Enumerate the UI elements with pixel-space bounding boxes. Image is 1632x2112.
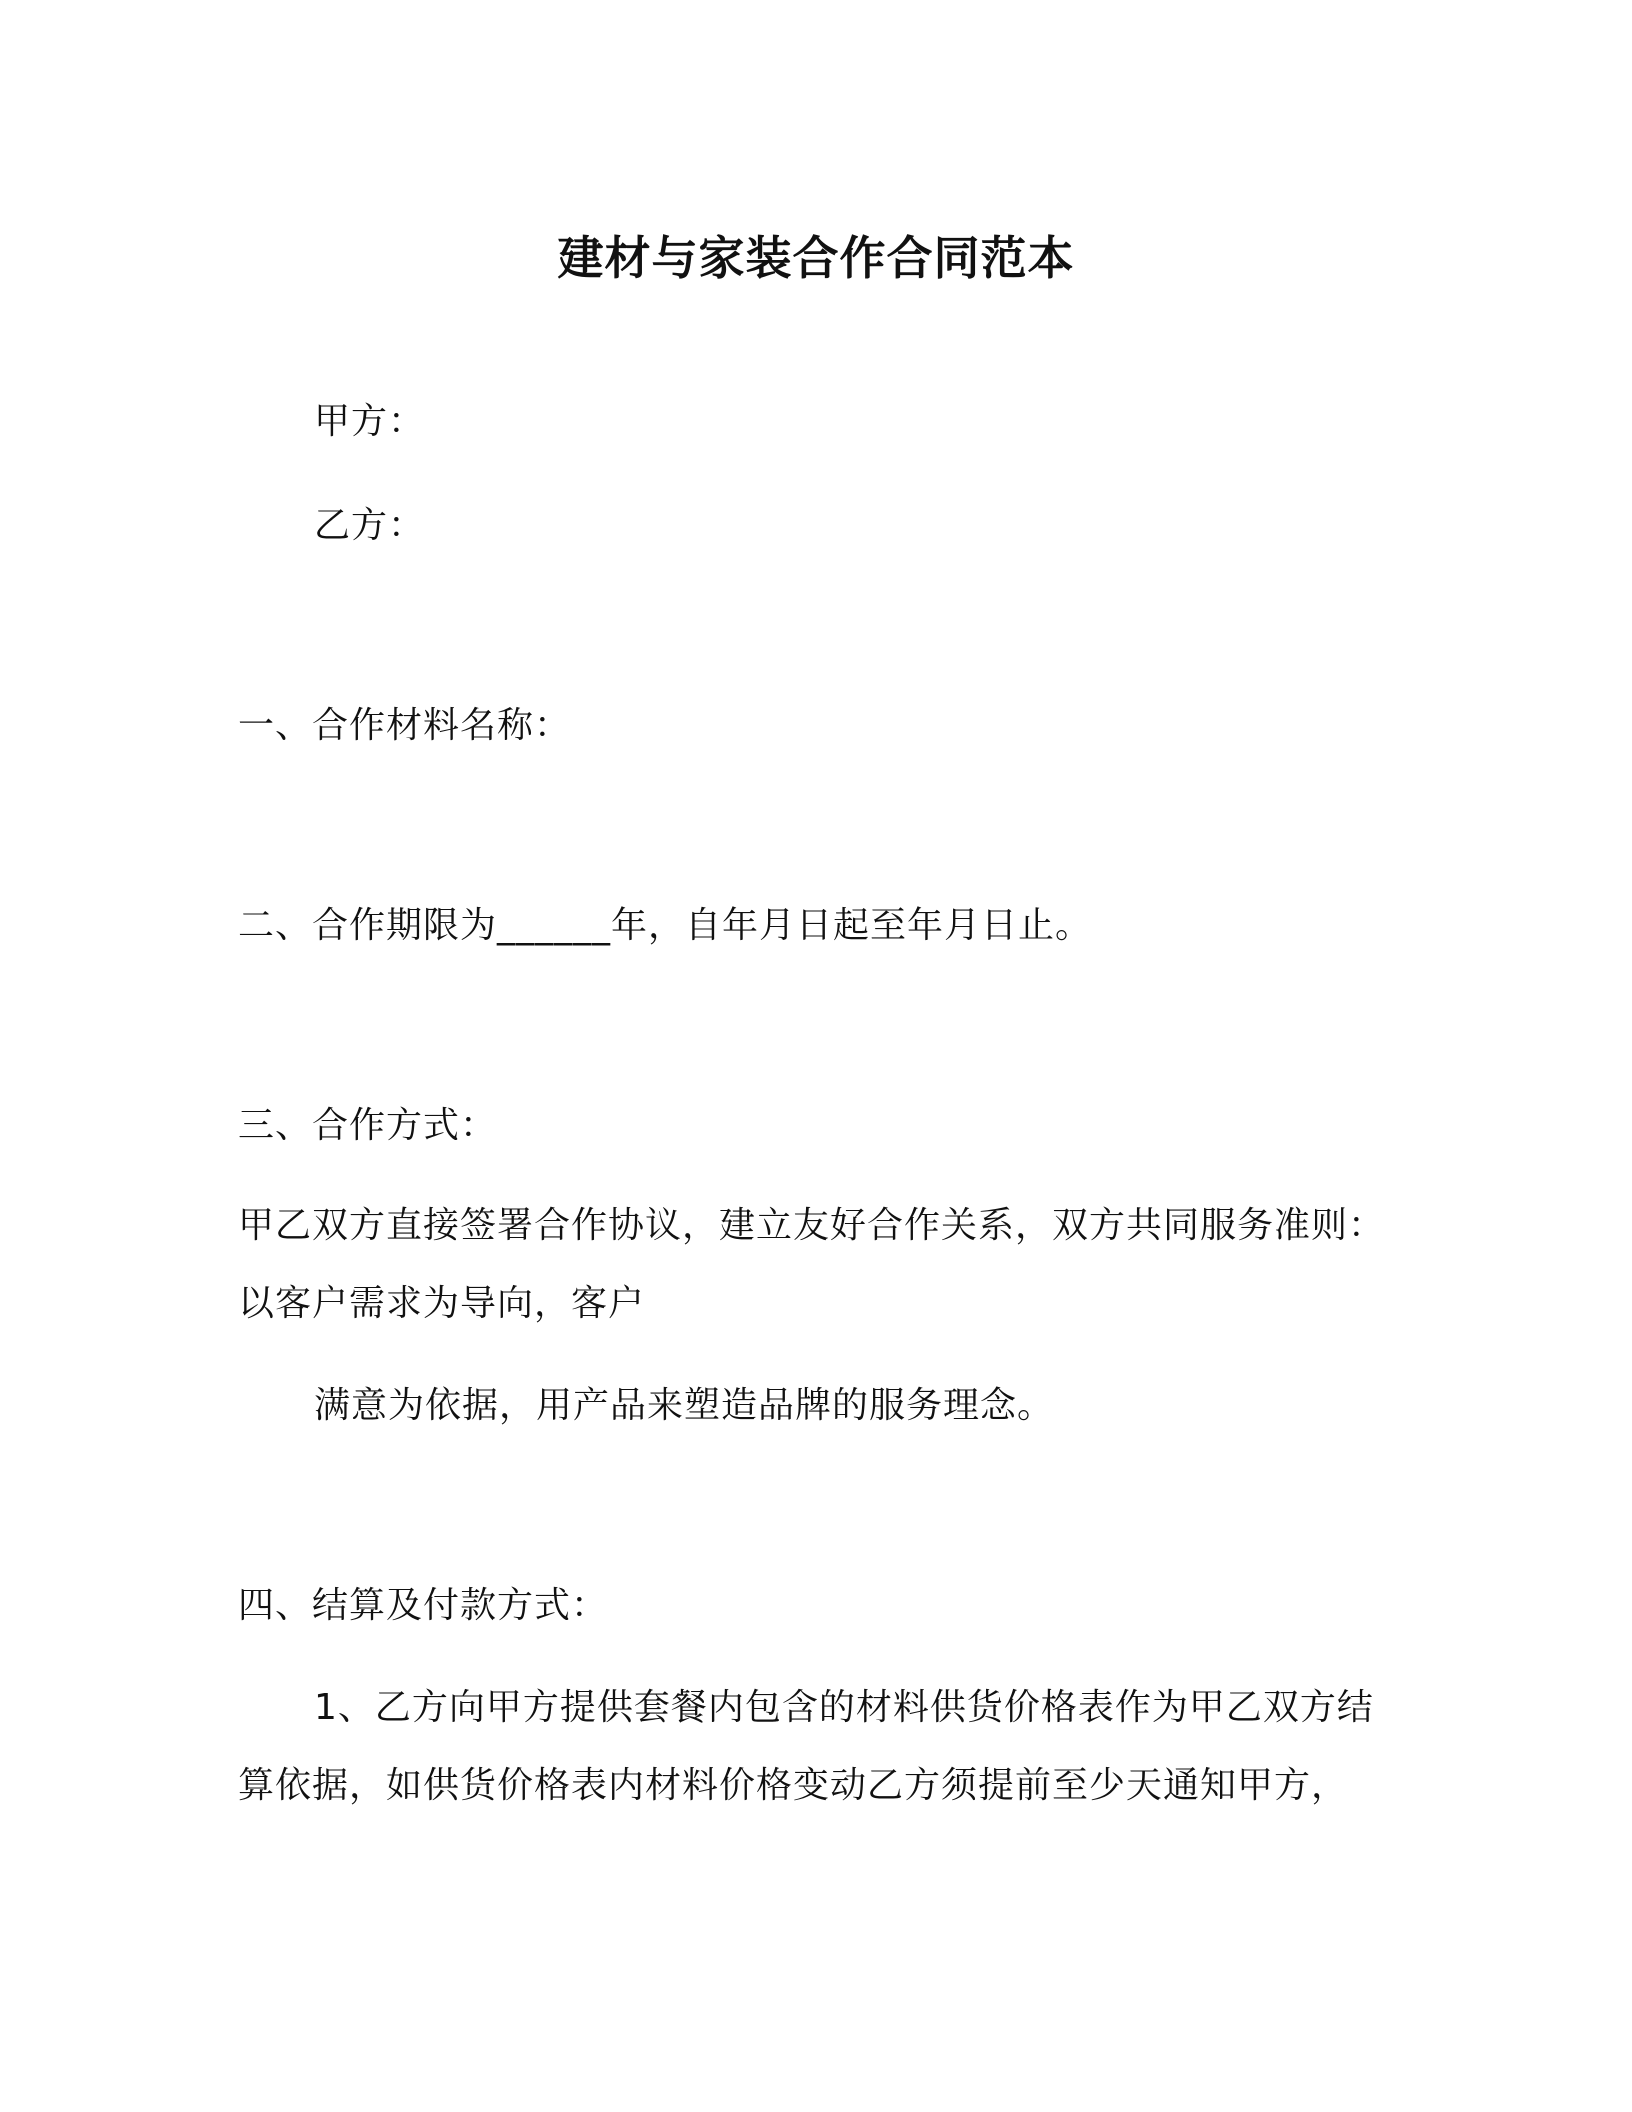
section-1-heading: 一、合作材料名称： [238,705,572,746]
section-4-paragraph-1-line-1: 1、乙方向甲方提供套餐内包含的材料供货价格表作为甲乙双方结 [314,1687,1374,1728]
section-3-heading: 三、合作方式： [238,1105,498,1146]
section-3-line-1: 甲乙双方直接签署合作协议，建立友好合作关系，双方共同服务准则： [238,1205,1386,1246]
section-4-heading: 四、结算及付款方式： [238,1585,609,1626]
section-3-line-2: 以客户需求为导向，客户 [238,1283,646,1324]
party-b-label: 乙方： [314,505,426,546]
section-3-line-3: 满意为依据，用产品来塑造品牌的服务理念。 [314,1385,1055,1426]
party-a-label: 甲方： [314,401,426,442]
section-4-paragraph-1-line-2: 算依据，如供货价格表内材料价格变动乙方须提前至少天通知甲方， [238,1765,1349,1806]
document-title: 建材与家装合作合同范本 [557,231,1075,285]
section-2-heading: 二、合作期限为______年，自年月日起至年月日止。 [238,905,1093,946]
